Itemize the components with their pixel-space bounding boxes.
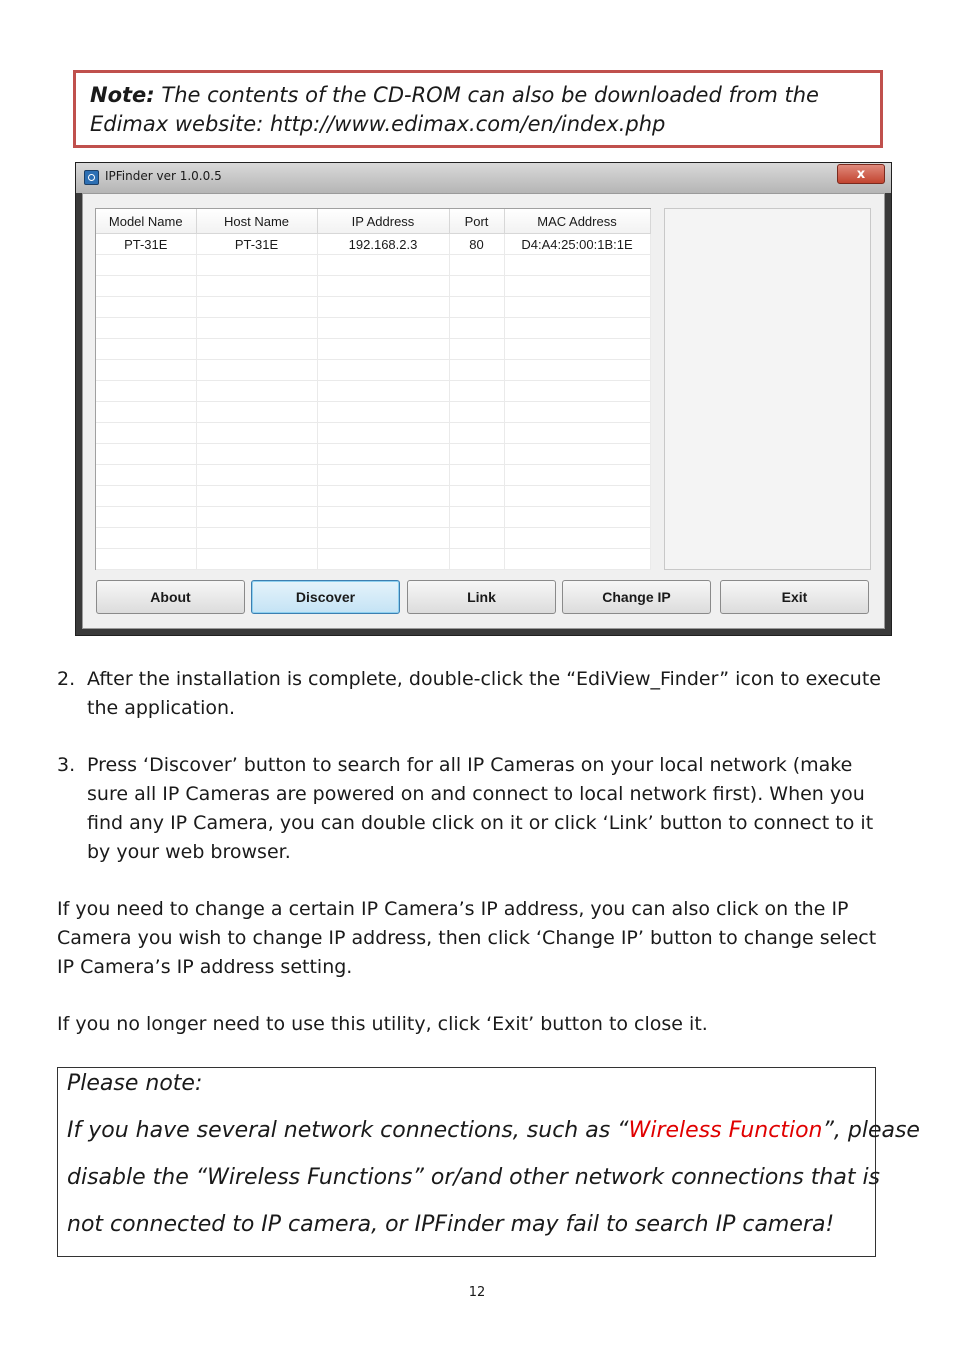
empty-row xyxy=(96,318,650,339)
window-titlebar[interactable] xyxy=(76,163,891,193)
cell-model-name: PT-31E xyxy=(96,234,196,255)
note-line-2: disable the “Wireless Functions” or/and other network connections that is xyxy=(67,1165,881,1190)
empty-row xyxy=(96,402,650,423)
empty-row xyxy=(96,297,650,318)
note-label: Note: xyxy=(90,83,155,107)
discover-button[interactable]: Discover xyxy=(251,580,400,614)
column-header-host-name[interactable]: Host Name xyxy=(196,209,317,234)
top-note-text-2: Edimax website: http://www.edimax.com/en/index.php xyxy=(90,112,666,136)
note-heading: Please note: xyxy=(67,1071,203,1096)
table-header-row xyxy=(96,209,650,234)
empty-row xyxy=(96,444,650,465)
top-note-text-1: The contents of the CD-ROM can also be downloaded from the xyxy=(161,83,819,107)
link-button[interactable]: Link xyxy=(407,580,556,614)
empty-row xyxy=(96,360,650,381)
table-row[interactable] xyxy=(96,234,650,255)
cell-ip-address: 192.168.2.3 xyxy=(317,234,449,255)
note-line-1-pre: If you have several network connections, such as “ xyxy=(67,1118,629,1143)
empty-row xyxy=(96,549,650,570)
close-button[interactable] xyxy=(837,164,885,184)
empty-row xyxy=(96,465,650,486)
camera-table xyxy=(96,209,651,570)
empty-row xyxy=(96,339,650,360)
note-line-3: not connected to IP camera, or IPFinder may fail to search IP camera! xyxy=(67,1212,835,1237)
ipfinder-window xyxy=(75,162,892,636)
empty-row xyxy=(96,486,650,507)
empty-row xyxy=(96,507,650,528)
close-icon: x xyxy=(856,167,866,182)
bottom-note-box xyxy=(57,1067,920,1257)
camera-list[interactable] xyxy=(95,208,651,570)
exit-button[interactable]: Exit xyxy=(720,580,869,614)
top-note-box xyxy=(73,70,883,148)
empty-row xyxy=(96,423,650,444)
step-number: 3. xyxy=(57,754,76,776)
wireless-function-highlight: Wireless Function xyxy=(628,1118,823,1143)
page-number: 12 xyxy=(468,1285,486,1300)
change-ip-paragraph: If you need to change a certain IP Camera’s IP address, you can also click on the IP Camera you wish to change IP address, then click ‘Change IP’ button to change select IP Camera’s IP address setting. xyxy=(57,898,877,978)
column-header-port[interactable]: Port xyxy=(449,209,504,234)
app-icon xyxy=(84,170,99,185)
change-ip-button[interactable]: Change IP xyxy=(562,580,711,614)
step-text: Press ‘Discover’ button to search for all IP Cameras on your local network (make sure all IP Cameras are powered on and connect to local network first). When you find any IP Camera, you can double click on it or click ‘Link’ button to connect to it by your web browser. xyxy=(87,754,874,863)
step-text: After the installation is complete, double-click the “EdiView_Finder” icon to execute the application. xyxy=(87,668,881,719)
note-line-1 xyxy=(67,1118,920,1143)
exit-paragraph: If you no longer need to use this utility, click ‘Exit’ button to close it. xyxy=(57,1013,708,1035)
about-button[interactable]: About xyxy=(96,580,245,614)
window-client-area xyxy=(82,193,885,629)
cell-port: 80 xyxy=(449,234,504,255)
step-number: 2. xyxy=(57,668,76,690)
empty-row xyxy=(96,255,650,276)
top-note-line1 xyxy=(90,81,866,110)
cell-host-name: PT-31E xyxy=(196,234,317,255)
empty-row xyxy=(96,276,650,297)
column-header-ip-address[interactable]: IP Address xyxy=(317,209,449,234)
cell-mac-address: D4:A4:25:00:1B:1E xyxy=(504,234,650,255)
note-line-1-post: ”, please xyxy=(822,1118,920,1143)
side-panel xyxy=(664,208,871,570)
column-header-model-name[interactable]: Model Name xyxy=(96,209,196,234)
column-header-mac-address[interactable]: MAC Address xyxy=(504,209,650,234)
window-title: IPFinder ver 1.0.0.5 xyxy=(105,169,222,183)
empty-row xyxy=(96,381,650,402)
empty-row xyxy=(96,528,650,549)
